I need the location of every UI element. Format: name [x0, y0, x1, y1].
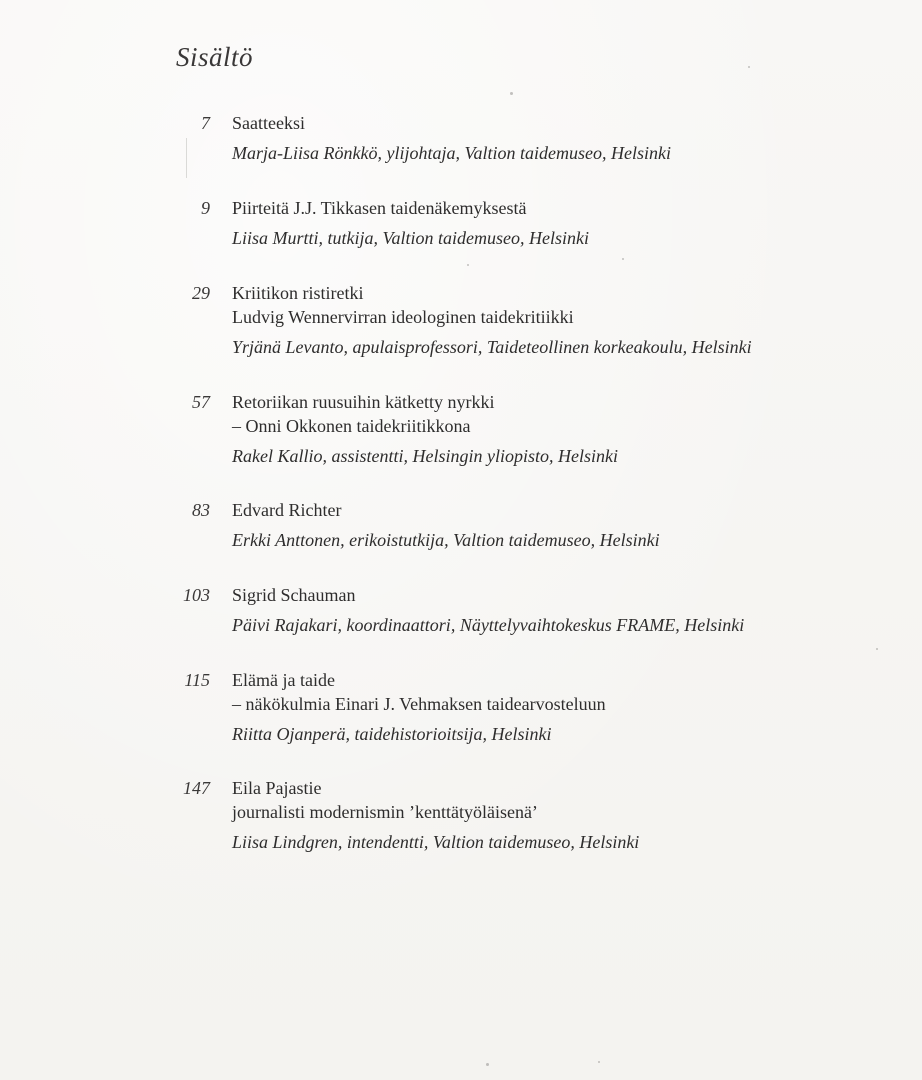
toc-page-number: 83	[192, 500, 210, 520]
toc-author: Riitta Ojanperä, taidehistorioitsija, Helsinki	[232, 724, 552, 744]
toc-title: Kriitikon ristiretki	[232, 283, 364, 303]
toc-page-number: 29	[192, 283, 210, 303]
toc-page-number: 115	[184, 670, 210, 690]
toc-title: Sigrid Schauman	[232, 585, 356, 605]
toc-title: Piirteitä J.J. Tikkasen taidenäkemyksestä	[232, 198, 527, 218]
toc-title: Elämä ja taide	[232, 670, 335, 690]
toc-title: Retoriikan ruusuihin kätketty nyrkki	[232, 392, 495, 412]
toc-author: Marja-Liisa Rönkkö, ylijohtaja, Valtion taidemuseo, Helsinki	[232, 143, 671, 163]
toc-page-number: 57	[192, 392, 210, 412]
toc-author: Päivi Rajakari, koordinaattori, Näyttelyvaihtokeskus FRAME, Helsinki	[232, 615, 745, 635]
toc-page-number: 7	[201, 113, 210, 133]
toc-author: Erkki Anttonen, erikoistutkija, Valtion taidemuseo, Helsinki	[232, 530, 660, 550]
toc-page-number: 9	[201, 198, 210, 218]
toc-author: Rakel Kallio, assistentti, Helsingin yliopisto, Helsinki	[232, 446, 618, 466]
toc-subtitle: Ludvig Wennervirran ideologinen taidekritiikki	[232, 307, 574, 327]
toc-title: Eila Pajastie	[232, 778, 322, 798]
toc-subtitle: journalisti modernismin ’kenttätyöläisenä’	[232, 802, 538, 822]
toc-author: Liisa Murtti, tutkija, Valtion taidemuseo, Helsinki	[232, 228, 589, 248]
toc-title: Saatteeksi	[232, 113, 305, 133]
toc-page-number: 103	[183, 585, 210, 605]
toc-page-number: 147	[183, 778, 210, 798]
toc-subtitle: – Onni Okkonen taidekriitikkona	[232, 416, 471, 436]
toc-subtitle: – näkökulmia Einari J. Vehmaksen taidearvosteluun	[232, 694, 606, 714]
toc-author: Liisa Lindgren, intendentti, Valtion taidemuseo, Helsinki	[232, 832, 640, 852]
toc-title: Edvard Richter	[232, 500, 342, 520]
page-title: Sisältö	[176, 42, 254, 72]
margin-mark	[186, 138, 187, 178]
toc-author: Yrjänä Levanto, apulaisprofessori, Taideteollinen korkeakoulu, Helsinki	[232, 337, 752, 357]
